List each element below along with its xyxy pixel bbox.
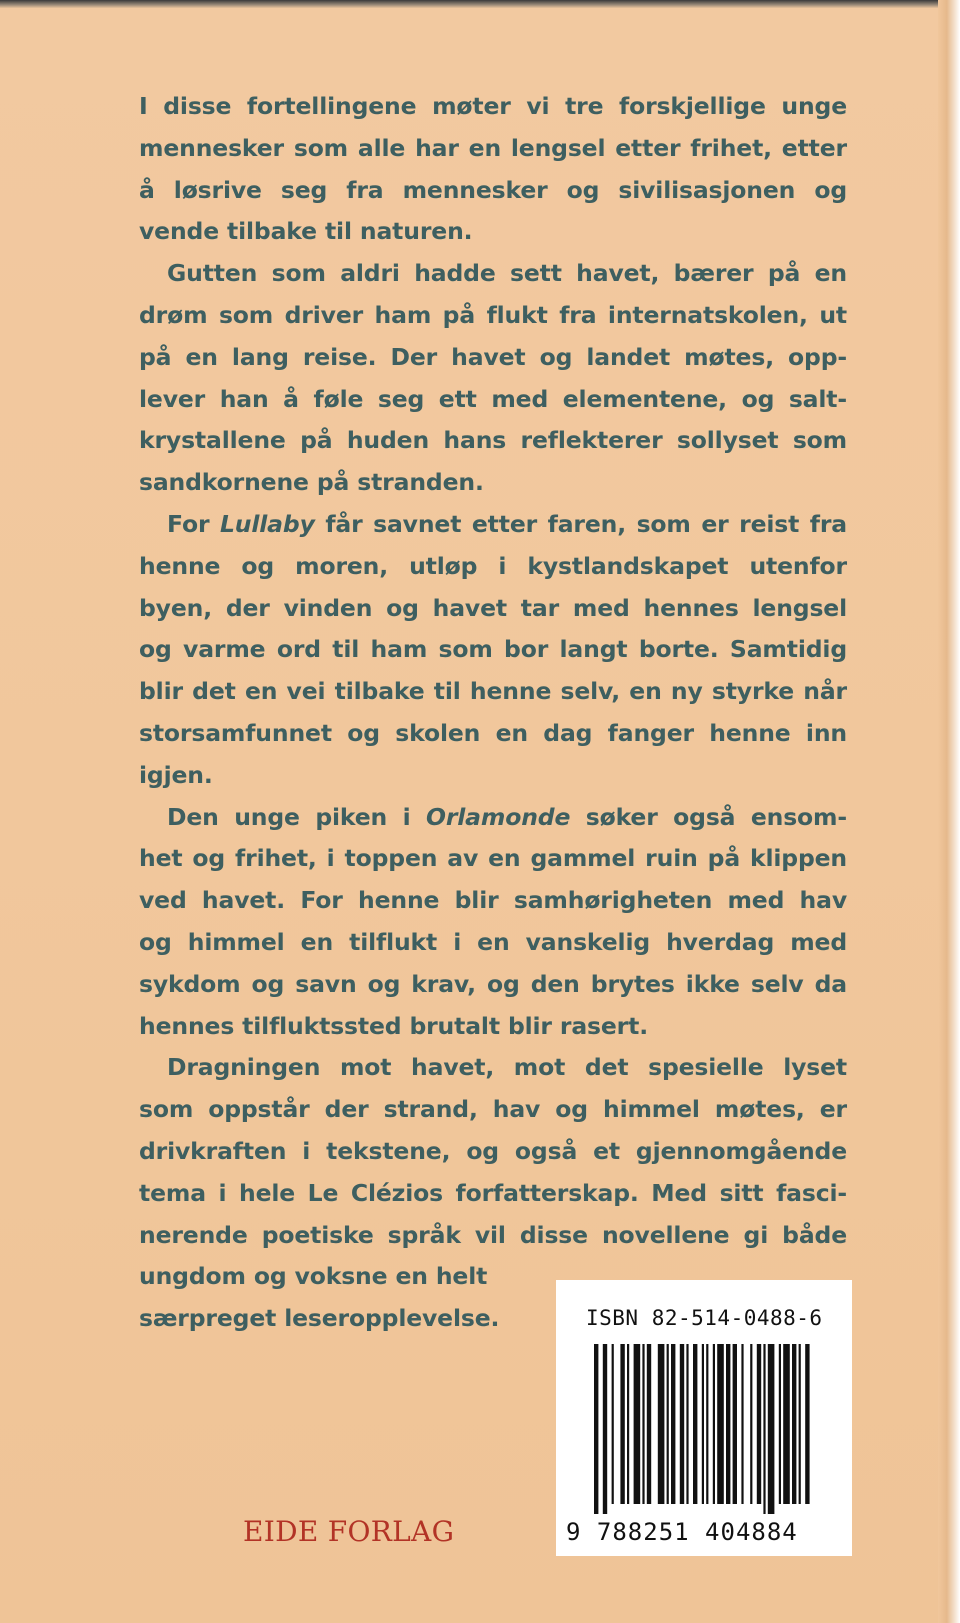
barcode-bar <box>603 1344 607 1514</box>
text-line: I disse fortellingene møter vi tre forskjellige unge <box>139 92 847 120</box>
text-line: og varme ord til ham som bor langt borte. Samtidig <box>139 635 847 664</box>
text-line: ungdom og voksne en helt <box>139 1262 488 1291</box>
barcode-bar <box>634 1344 641 1504</box>
barcode-bar <box>792 1344 796 1504</box>
isbn-number: ISBN 82-514-0488-6 <box>586 1306 823 1330</box>
text-line: krystallene på huden hans reflekterer sollyset som <box>139 426 847 455</box>
text-line: å løsrive seg fra mennesker og sivilisasjonen og <box>139 175 847 204</box>
text-line: blir det en vei tilbake til henne selv, en ny styrke når <box>139 677 847 706</box>
barcode-bar <box>612 1344 614 1504</box>
text-line: tema i hele Le Clézios forfatterskap. Med sitt fasci- <box>139 1178 847 1207</box>
publisher-name: EIDE FORLAG <box>243 1515 455 1548</box>
text-line: henne og moren, utløp i kystlandskapet utenfor <box>139 551 847 580</box>
text-line: drivkraften i tekstene, og også et gjennomgående <box>139 1136 847 1165</box>
barcode-bar <box>627 1344 629 1504</box>
barcode-bar <box>658 1344 665 1504</box>
barcode-bar <box>671 1344 675 1504</box>
barcode-icon <box>594 1344 810 1514</box>
barcode-bar <box>647 1344 651 1504</box>
text-line <box>139 797 847 839</box>
ean-number: 9 788251 404884 <box>566 1518 798 1546</box>
text-line: mennesker som alle har en lengsel etter frihet, etter <box>139 133 847 162</box>
barcode-bar <box>713 1344 715 1504</box>
text-line <box>139 504 847 546</box>
barcode-bar <box>594 1344 598 1514</box>
barcode-bar <box>799 1344 801 1504</box>
barcode-bar <box>757 1344 761 1504</box>
blurb-paragraph-3 <box>139 504 847 797</box>
text-line: og himmel en tilflukt i en vanskelig hverdag med <box>139 927 847 956</box>
text-line: Gutten som aldri hadde sett havet, bærer på en <box>167 259 847 288</box>
text-run: søker også ensom- <box>570 802 847 831</box>
barcode-bar <box>783 1344 790 1504</box>
text-line: byen, der vinden og havet tar med hennes lengsel <box>139 593 847 622</box>
barcode-bar <box>768 1344 775 1514</box>
barcode-bar <box>763 1344 765 1514</box>
text-line: på en lang reise. Der havet og landet møtes, opp- <box>139 342 847 371</box>
text-run: får savnet etter faren, som er reist fra <box>314 509 847 538</box>
text-line: sykdom og savn og krav, og den brytes ikke selv da <box>139 969 847 998</box>
text-line: nerende poetiske språk vil disse novellene gi både <box>139 1220 847 1249</box>
blurb-text <box>139 86 847 1340</box>
isbn-barcode-label <box>556 1280 852 1556</box>
barcode-bar <box>686 1344 688 1504</box>
barcode-bar <box>733 1344 737 1504</box>
text-line: hennes tilfluktssted brutalt blir rasert. <box>139 1011 648 1040</box>
text-run: For <box>167 509 220 538</box>
barcode-bar <box>750 1344 752 1504</box>
barcode-bar <box>680 1344 684 1504</box>
text-line: Dragningen mot havet, mot det spesielle lyset <box>167 1053 847 1082</box>
barcode-bar <box>726 1344 730 1504</box>
barcode-bar <box>620 1344 624 1504</box>
blurb-paragraph-2 <box>139 253 847 504</box>
barcode-bar <box>805 1344 809 1504</box>
barcode-bar <box>706 1344 708 1504</box>
text-line: særpreget leseropplevelse. <box>139 1304 500 1333</box>
barcode-bar <box>741 1344 743 1504</box>
text-line: drøm som driver ham på flukt fra internatskolen, ut <box>139 300 847 329</box>
story-title-orlamonde: Orlamonde <box>426 802 571 831</box>
text-line: ved havet. For henne blir samhørigheten med hav <box>139 886 847 915</box>
text-line: lever han å føle seg ett med elementene, og salt- <box>139 384 847 413</box>
scan-edge-right <box>938 0 960 1623</box>
barcode-bar <box>717 1344 724 1504</box>
text-line: het og frihet, i toppen av en gammel ruin på klippen <box>139 844 847 873</box>
text-line: som oppstår der strand, hav og himmel møtes, er <box>139 1095 847 1124</box>
blurb-paragraph-1 <box>139 86 847 253</box>
barcode-bar <box>693 1344 697 1504</box>
barcode-bar <box>779 1344 781 1504</box>
text-line: storsamfunnet og skolen en dag fanger henne inn <box>139 718 847 747</box>
blurb-paragraph-4 <box>139 797 847 1048</box>
text-line: vende tilbake til naturen. <box>139 217 473 246</box>
barcode-bar <box>667 1344 669 1504</box>
story-title-lullaby: Lullaby <box>219 509 315 538</box>
text-line: igjen. <box>139 760 213 789</box>
scan-edge-top <box>0 0 960 8</box>
text-run: Den unge piken i <box>167 802 426 831</box>
text-line: sandkornene på stranden. <box>139 468 484 497</box>
barcode-bar <box>702 1344 704 1504</box>
barcode-bar <box>642 1344 644 1504</box>
